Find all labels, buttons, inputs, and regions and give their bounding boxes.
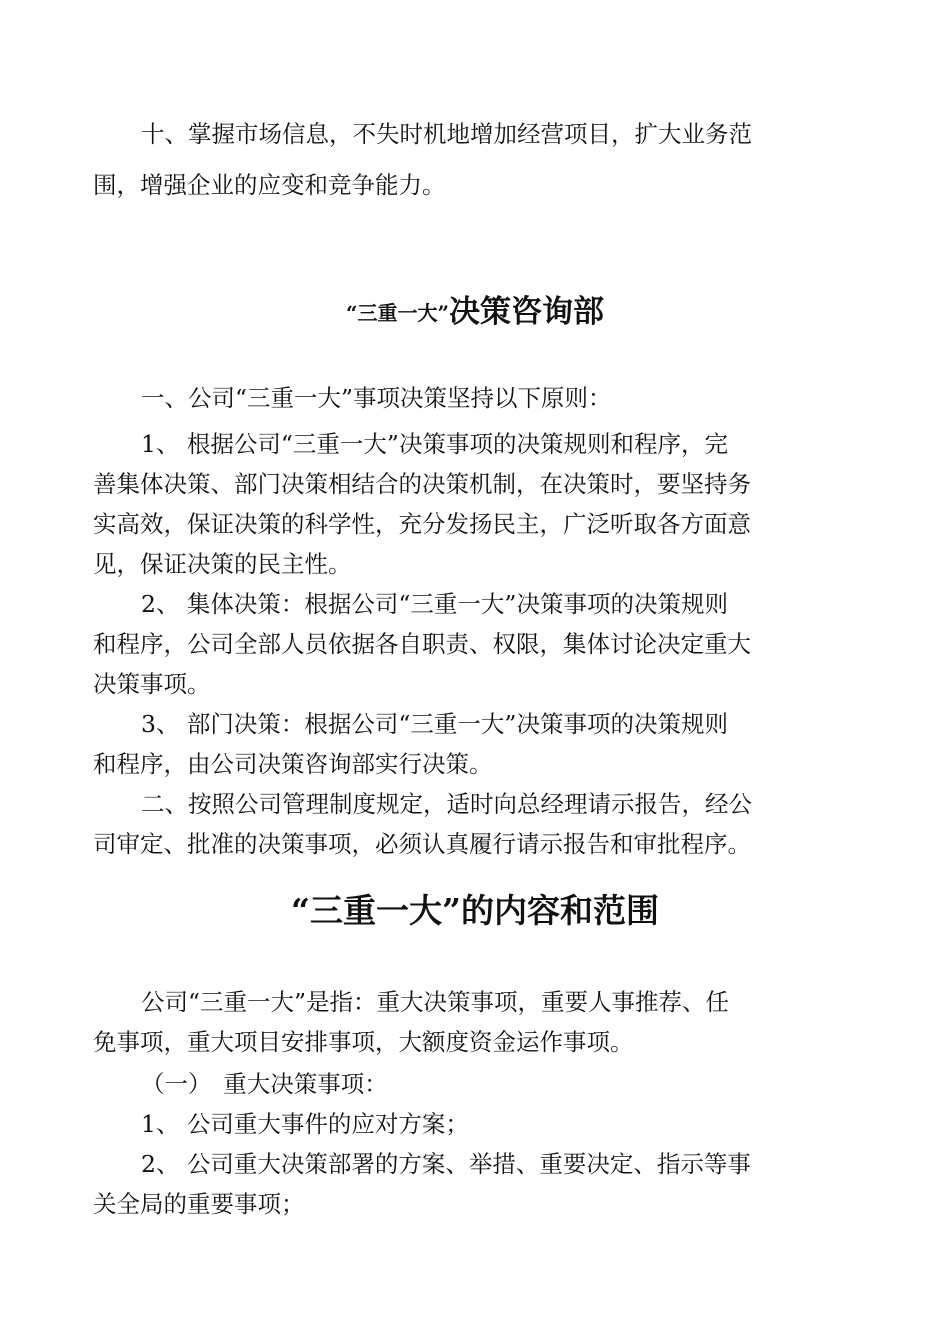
principle-1-line-3: 实高效，保证决策的科学性，充分发扬民主，广泛听取各方面意	[93, 510, 751, 538]
subsection-1-item-1	[93, 1104, 813, 1144]
principle-1-line-4: 见，保证决策的民主性。	[93, 550, 352, 578]
subsection-1-item-1-line: 1、 公司重大事件的应对方案；	[141, 1110, 469, 1138]
principle-3-line-1: 3、 部门决策：根据公司“三重一大”决策事项的决策规则	[141, 710, 728, 738]
principle-1-paragraph	[93, 424, 813, 584]
item-10-line-2: 围，增强企业的应变和竞争能力。	[93, 171, 446, 199]
principle-intro-line: 一、公司“三重一大”事项决策坚持以下原则：	[141, 384, 612, 412]
scope-intro-paragraph	[93, 982, 813, 1062]
subsection-1-heading	[93, 1064, 813, 1104]
heading-main-text: 决策咨询部	[449, 294, 604, 330]
principle-intro	[93, 378, 813, 418]
item-2-line-1: 二、按照公司管理制度规定，适时向总经理请示报告，经公	[141, 790, 752, 818]
item-2-paragraph	[93, 784, 813, 864]
subsection-1-line: （一） 重大决策事项：	[141, 1070, 388, 1098]
section-heading-scope: “三重一大”的内容和范围	[291, 891, 659, 930]
section-heading-decision-dept	[0, 286, 950, 331]
principle-2-paragraph	[93, 584, 813, 704]
principle-2-line-1: 2、 集体决策：根据公司“三重一大”决策事项的决策规则	[141, 590, 728, 618]
principle-2-line-2: 和程序，公司全部人员依据各自职责、权限，集体讨论决定重大	[93, 630, 751, 658]
principle-3-paragraph	[93, 704, 813, 784]
item-10-line-1: 十、掌握市场信息，不失时机地增加经营项目，扩大业务范	[141, 120, 752, 148]
principle-1-line-1: 1、 根据公司“三重一大”决策事项的决策规则和程序，完	[141, 430, 728, 458]
subsection-1-item-2-line-2: 关全局的重要事项；	[93, 1190, 305, 1218]
principle-2-line-3: 决策事项。	[93, 670, 211, 698]
subsection-1-item-2-line-1: 2、 公司重大决策部署的方案、举措、重要决定、指示等事	[141, 1150, 751, 1178]
item-2-line-2: 司审定、批准的决策事项，必须认真履行请示报告和审批程序。	[93, 830, 751, 858]
scope-intro-line-1: 公司“三重一大”是指：重大决策事项，重要人事推荐、任	[141, 988, 730, 1016]
principle-1-line-2: 善集体决策、部门决策相结合的决策机制，在决策时，要坚持务	[93, 470, 751, 498]
principle-3-line-2: 和程序，由公司决策咨询部实行决策。	[93, 750, 493, 778]
heading-quote-text: “三重一大”	[345, 301, 449, 325]
item-10-paragraph	[93, 114, 813, 205]
subsection-1-item-2	[93, 1144, 813, 1224]
scope-intro-line-2: 免事项，重大项目安排事项，大额度资金运作事项。	[93, 1028, 634, 1056]
